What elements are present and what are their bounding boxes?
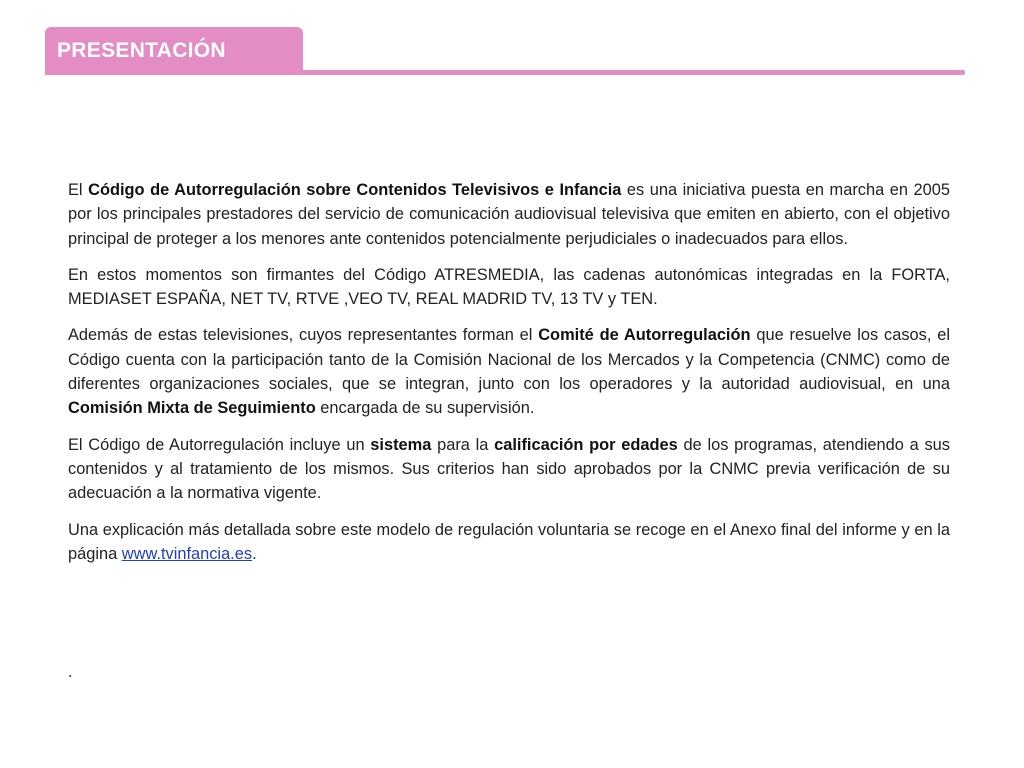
paragraph-signatories: En estos momentos son firmantes del Código ATRESMEDIA, las cadenas autonómicas integradas en la FORTA, MEDIASET ESPAÑA, NET TV, RTVE ,VEO TV, REAL MADRID TV, 13 TV y TEN. xyxy=(68,265,950,309)
mixed-commission-bold: Comisión Mixta de Seguimiento xyxy=(68,399,316,418)
committee-bold: Comité de Autorregulación xyxy=(538,326,751,345)
paragraph-intro: El Código de Autorregulación sobre Contenidos Televisivos e Infancia es una iniciativa puesta en marcha en 2005 por los principales prestadores del servicio de comunicación audiovisual televisiva que emiten en abierto, con el objetivo principal de proteger a los menores ante contenidos potencialmente perjudiciales o inadecuados para ellos. xyxy=(68,181,950,248)
page-title: PRESENTACIÓN xyxy=(57,39,226,62)
title-tab xyxy=(45,27,303,75)
tvinfancia-link[interactable]: www.tvinfancia.es xyxy=(121,544,253,563)
system-bold: sistema xyxy=(370,435,432,454)
paragraph-rating-system: El Código de Autorregulación incluye un sistema para la calificación por edades de los programas, atendiendo a sus contenidos y al tratamiento de los mismos. Sus criterios han sido aprobados por la CNMC previa verificación de su adecuación a la normativa vigente. xyxy=(68,435,950,503)
age-rating-bold: calificación por edades xyxy=(494,435,678,454)
title-underline xyxy=(45,70,965,75)
body-text xyxy=(68,178,950,578)
trailing-dot: . xyxy=(68,664,73,681)
paragraph-committee: Además de estas televisiones, cuyos representantes forman el Comité de Autorregulación que resuelve los casos, el Código cuenta con la participación tanto de la Comisión Nacional de los Mercados y la Competencia (CNMC) como de diferentes organizaciones sociales, que se integran, junto con los operadores y la autoridad audiovisual, en una Comisión Mixta de Seguimiento encargada de su supervisión. xyxy=(68,326,950,418)
paragraph-more-info: Una explicación más detallada sobre este modelo de regulación voluntaria se recoge en el Anexo final del informe y en la página www.tvinfancia.es. xyxy=(68,520,950,563)
code-name-bold: Código de Autorregulación sobre Contenidos Televisivos e Infancia xyxy=(88,181,622,199)
